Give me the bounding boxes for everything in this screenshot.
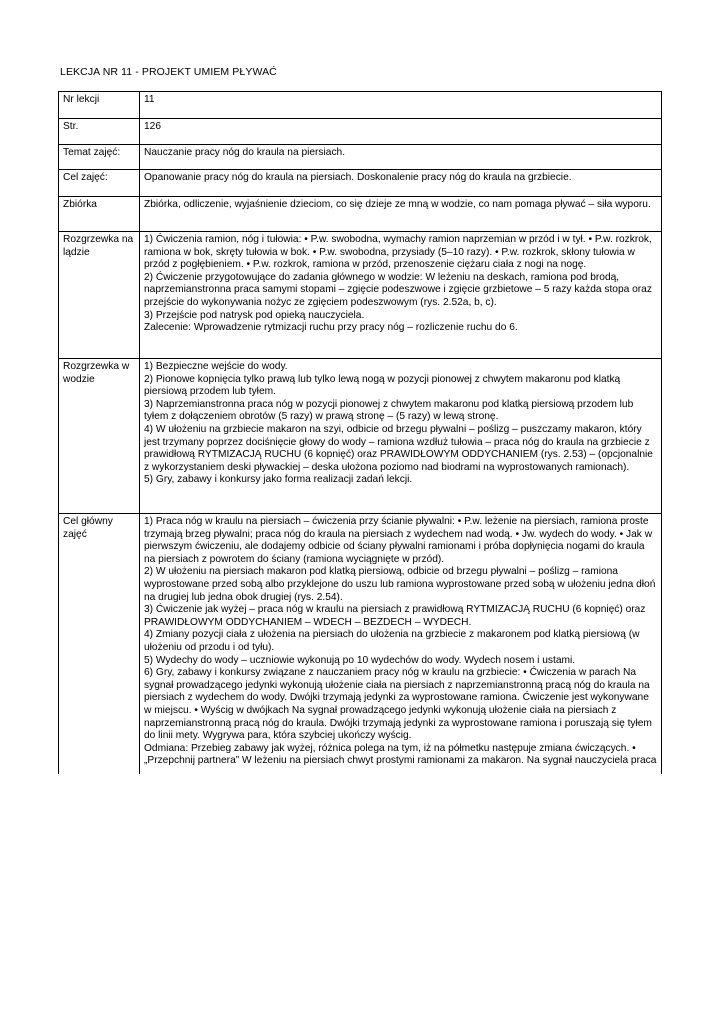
row-label: Rozgrzewka w wodzie [59, 359, 140, 514]
row-content [140, 232, 662, 359]
content-paragraph: 2) W ułożeniu na piersiach makaron pod klatką piersiową, odbicie od brzegu pływalni – poślizg – ramiona wyprostowane przed sobą albo przyklejone do uszu lub ramiona wyprostowane przed sobą w ułożeniu jedna dłoń na drugiej lub jedna obok drugiej (rys. 2.54). [144, 566, 656, 603]
content-paragraph: 3) Naprzemianstronna praca nóg w pozycji pionowej z chwytem makaronu pod klatką piersiową przodem lub tyłem z dołączeniem obrotów (5 razy) w prawą stronę – (5 razy) w lewą stronę. [144, 398, 634, 423]
row-label: Cel główny zajęć [59, 514, 140, 774]
row-content [140, 170, 662, 197]
content-paragraph: 6) Gry, zabawy i konkursy związane z nauczaniem pracy nóg w kraulu na grzbiecie: • Ćwiczenia w parach Na sygnał prowadzącego jedynki wykonują ułożenie ciała na piersiach z naprzemianstronną pracą nóg do kraula na piersiach z wydechem do wody. Dwójki trzymają jedynki za wyprostowane ramiona. Ćwiczenie jest wykonywane w miejscu. • Wyścig w dwójkach Na sygnał prowadzącego jedynki wykonują ułożenie ciała na piersiach z naprzemianstronną pracą nóg do kraula. Dwójki trzymają jedynki za wyprostowane ramiona i poruszają się tyłem do linii mety. Wygrywa para, która szybciej ukończy wyścig. [144, 667, 652, 742]
document-title: LEKCJA NR 11 - PROJEKT UMIEM PŁYWAĆ [60, 66, 277, 78]
content-paragraph: 4) Zmiany pozycji ciała z ułożenia na piersiach do ułożenia na grzbiecie z makaronem pod klatką piersiową (w ułożeniu od przodu i od tyłu). [144, 629, 640, 653]
row-warmup-land [59, 232, 662, 359]
content-paragraph: 1) Ćwiczenia ramion, nóg i tułowia: • P.w. swobodna, wymachy ramion naprzemian w przód i w tył. • P.w. rozkrok, ramiona w bok, skręty tułowia w bok. • P.w. swobodna, przysiady (5–10 razy). • P.w. rozkrok, skłony tułowia w przód z pogłębieniem. • P.w. rozkrok, ramiona w przód, przenoszenie ciężaru ciała z nogi na nogę. [144, 234, 652, 271]
lesson-table [58, 91, 662, 774]
row-lesson-number [59, 92, 662, 119]
content-paragraph: Nauczanie pracy nóg do kraula na piersiach. [144, 147, 346, 158]
row-content [140, 197, 662, 232]
row-assembly [59, 197, 662, 232]
row-content [140, 359, 662, 514]
row-label: Zbiórka [59, 197, 140, 232]
row-content [140, 145, 662, 170]
content-paragraph: 2) Ćwiczenie przygotowujące do zadania głównego w wodzie: W leżeniu na deskach, ramiona pod brodą, naprzemianstronna praca samymi stopami – zgięcie podeszwowe i zgięcie grzbietowe – 5 razy każda stopa oraz przejście do wykonywania nożyc ze zgięciem podeszwowym (rys. 2.52a, b, c). [144, 271, 652, 308]
content-paragraph: 1) Praca nóg w kraulu na piersiach – ćwiczenia przy ścianie pływalni: • P.w. leżenie na piersiach, ramiona proste trzymają brzeg pływalni; praca nóg do kraula na piersiach z wydechem nad wodą. • Jw. wydech do wody. • Jak w pierwszym ćwiczeniu, ale dodajemy odbicie od ściany pływalni ramionami i próba dopłynięcia nogami do kraula na piersiach z powrotem do ściany (ramiona wyciągnięte w przód). [144, 516, 653, 565]
content-paragraph: Zbiórka, odliczenie, wyjaśnienie dzieciom, co się dzieje ze mną w wodzie, co nam pomaga pływać – siła wyporu. [144, 199, 651, 210]
content-paragraph: 3) Ćwiczenie jak wyżej – praca nóg w kraulu na piersiach z prawidłową RYTMIZACJĄ RUCHU (6 kopnięć) oraz PRAWIDŁOWYM ODDYCHANIEM – WDECH – BEZDECH – WYDECH. [144, 604, 646, 628]
row-label: Cel zajęć: [59, 170, 140, 197]
row-label: Rozgrzewka na lądzie [59, 232, 140, 359]
row-content [140, 514, 662, 774]
row-goal [59, 170, 662, 197]
row-main-goal [59, 514, 662, 774]
content-paragraph: Opanowanie pracy nóg do kraula na piersiach. Doskonalenie pracy nóg do kraula na grzbiecie. [144, 172, 572, 183]
content-paragraph: 2) Pionowe kopnięcia tylko prawą lub tylko lewą nogą w pozycji pionowej z chwytem makaronu pod klatką piersiową przodem lub tyłem. [144, 373, 621, 398]
row-topic [59, 145, 662, 170]
row-warmup-water [59, 359, 662, 514]
row-content [140, 92, 662, 119]
row-page [59, 119, 662, 145]
content-paragraph: Zalecenie: Wprowadzenie rytmizacji ruchu przy pracy nóg – rozliczenie ruchu do 6. [144, 322, 518, 334]
row-label: Temat zajęć: [59, 145, 140, 170]
content-paragraph: 3) Przejście pod natrysk pod opieką nauczyciela. [144, 309, 365, 321]
content-paragraph: 126 [144, 121, 161, 132]
content-paragraph: Odmiana: Przebieg zabawy jak wyżej, różnica polega na tym, iż na półmetku następuje zmiana ćwiczących. • „Przepchnij partnera” W leżeniu na piersiach chwyt prostymi ramionami za makaron. Na sygnał nauczyciela praca [144, 742, 657, 767]
content-paragraph: 1) Bezpieczne wejście do wody. [144, 361, 288, 372]
content-paragraph: 11 [144, 94, 155, 105]
row-content [140, 119, 662, 145]
row-label: Str. [59, 119, 140, 145]
content-paragraph: 5) Wydechy do wody – uczniowie wykonują po 10 wydechów do wody. Wydech nosem i ustami. [144, 654, 576, 666]
row-label: Nr lekcji [59, 92, 140, 119]
content-paragraph: 5) Gry, zabawy i konkursy jako forma realizacji zadań lekcji. [144, 474, 413, 486]
content-paragraph: 4) W ułożeniu na grzbiecie makaron na szyi, odbicie od brzegu pływalni – poślizg – puszczamy makaron, który jest trzymany poprzez dociśnięcie głowy do wody – ramiona wzdłuż tułowia – praca nóg do kraula na grzbiecie z prawidłową RYTMIZACJĄ RUCHU (6 kopnięć) oraz PRAWIDŁOWYM ODDYCHANIEM (rys. 2.53) – (opcjonalnie z wykorzystaniem deski pływackiej – deska ułożona poziomo nad biodrami na wyprostowanych ramionach). [144, 423, 653, 473]
